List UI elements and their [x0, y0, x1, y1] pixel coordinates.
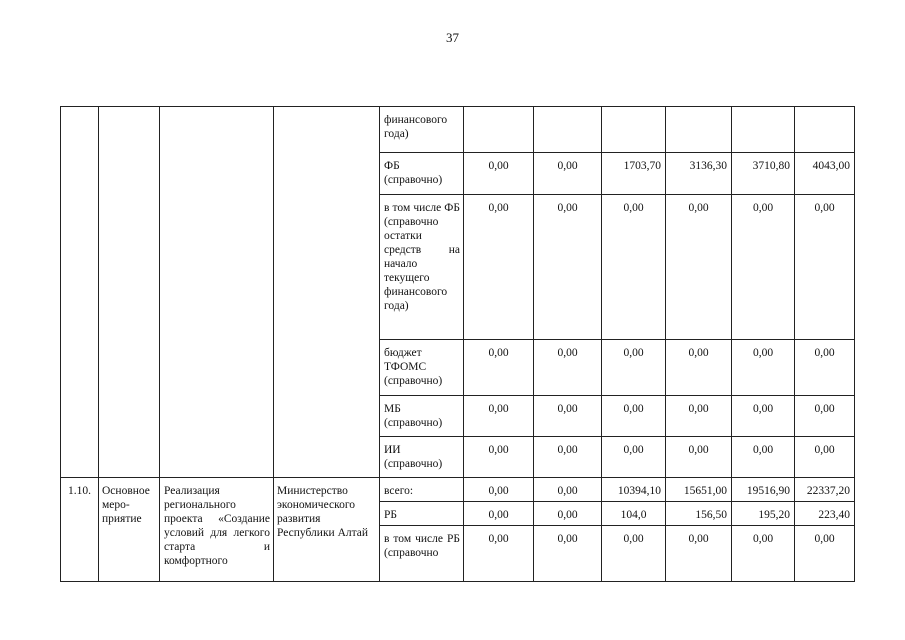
value-cell: 104,0 — [602, 502, 666, 526]
value-cell: 0,00 — [602, 396, 666, 437]
value-cell: 3136,30 — [666, 153, 732, 195]
value-cell — [602, 107, 666, 153]
value-cell: 22337,20 — [795, 478, 855, 502]
value-cell: 0,00 — [602, 340, 666, 396]
value-cell: 0,00 — [534, 502, 602, 526]
source-cell: финансового года) — [380, 107, 464, 153]
value-cell: 0,00 — [534, 195, 602, 340]
source-cell: бюджет ТФОМС (справочно) — [380, 340, 464, 396]
source-cell: всего: — [380, 478, 464, 502]
value-cell: 0,00 — [464, 195, 534, 340]
source-cell: РБ — [380, 502, 464, 526]
value-cell: 0,00 — [732, 340, 795, 396]
source-cell: в том числе ФБ (справочно остатки средств на начало текущего финансового года) — [380, 195, 464, 340]
value-cell: 0,00 — [732, 437, 795, 478]
item-type-cell: Основное меро-приятие — [99, 478, 160, 582]
item-name-cell: Реализация регионального проекта «Создание условий для легкого старта и комфортного — [160, 478, 274, 582]
value-cell: 0,00 — [534, 153, 602, 195]
source-cell: в том числе РБ (справочно — [380, 526, 464, 582]
value-cell: 0,00 — [732, 195, 795, 340]
value-cell: 0,00 — [464, 396, 534, 437]
value-cell: 10394,10 — [602, 478, 666, 502]
value-cell: 0,00 — [464, 340, 534, 396]
value-cell: 0,00 — [666, 437, 732, 478]
value-cell — [464, 107, 534, 153]
value-cell: 0,00 — [795, 195, 855, 340]
value-cell: 0,00 — [666, 195, 732, 340]
value-cell: 0,00 — [666, 340, 732, 396]
value-cell: 0,00 — [602, 195, 666, 340]
source-cell: ИИ (справочно) — [380, 437, 464, 478]
executor-cell — [274, 107, 380, 478]
value-cell: 19516,90 — [732, 478, 795, 502]
value-cell: 0,00 — [464, 478, 534, 502]
value-cell: 0,00 — [602, 437, 666, 478]
value-cell: 0,00 — [534, 437, 602, 478]
value-cell: 1703,70 — [602, 153, 666, 195]
value-cell — [732, 107, 795, 153]
value-cell: 0,00 — [534, 396, 602, 437]
page-number: 37 — [446, 30, 459, 45]
source-cell: ФБ (справочно) — [380, 153, 464, 195]
value-cell: 0,00 — [795, 526, 855, 582]
value-cell: 0,00 — [464, 153, 534, 195]
value-cell: 0,00 — [464, 437, 534, 478]
value-cell: 0,00 — [464, 526, 534, 582]
value-cell — [666, 107, 732, 153]
value-cell: 0,00 — [732, 396, 795, 437]
number-cell — [61, 107, 99, 478]
value-cell: 195,20 — [732, 502, 795, 526]
value-cell: 3710,80 — [732, 153, 795, 195]
value-cell: 0,00 — [464, 502, 534, 526]
value-cell: 0,00 — [795, 437, 855, 478]
value-cell: 223,40 — [795, 502, 855, 526]
value-cell: 15651,00 — [666, 478, 732, 502]
source-cell: МБ (справочно) — [380, 396, 464, 437]
value-cell: 0,00 — [732, 526, 795, 582]
value-cell: 0,00 — [795, 396, 855, 437]
value-cell: 0,00 — [602, 526, 666, 582]
table-row — [61, 107, 855, 153]
value-cell — [795, 107, 855, 153]
value-cell: 0,00 — [666, 396, 732, 437]
value-cell: 0,00 — [534, 340, 602, 396]
table-row — [61, 478, 855, 502]
item-executor-cell: Министерство экономического развития Республики Алтай — [274, 478, 380, 582]
value-cell: 0,00 — [534, 526, 602, 582]
item-number-cell: 1.10. — [61, 478, 99, 582]
value-cell: 0,00 — [666, 526, 732, 582]
type-cell — [99, 107, 160, 478]
value-cell: 156,50 — [666, 502, 732, 526]
value-cell — [534, 107, 602, 153]
value-cell: 4043,00 — [795, 153, 855, 195]
value-cell: 0,00 — [795, 340, 855, 396]
value-cell: 0,00 — [534, 478, 602, 502]
budget-table — [60, 106, 855, 582]
name-cell — [160, 107, 274, 478]
